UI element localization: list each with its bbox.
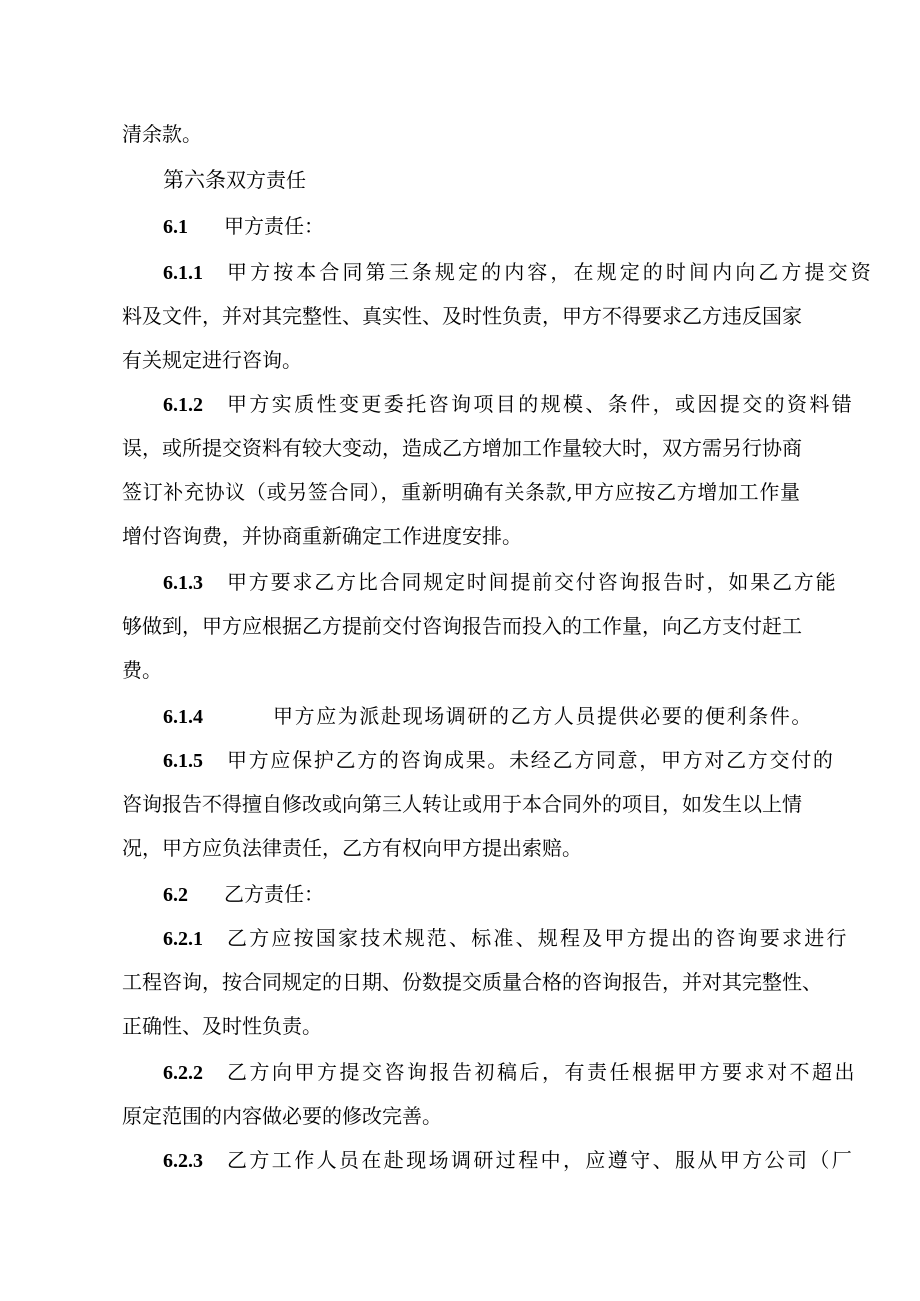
section-title: 甲方责任： — [224, 214, 324, 238]
clause-number: 6.1.1 — [163, 262, 203, 284]
clause-number: 6.1.4 — [163, 706, 203, 728]
clause-first-line — [163, 258, 874, 287]
section-number: 6.2 — [163, 884, 188, 906]
section-title: 乙方责任： — [224, 882, 324, 906]
section-heading — [163, 212, 324, 241]
paragraph-line: 签订补充协议（或另签合同），重新明确有关条款,甲方应按乙方增加工作量 — [122, 480, 800, 504]
clause-text: 甲方按本合同第三条规定的内容，在规定的时间内向乙方提交资 — [227, 260, 874, 284]
clause-text: 乙方应按国家技术规范、标准、规程及甲方提出的咨询要求进行 — [227, 926, 849, 950]
paragraph-line: 费。 — [122, 658, 162, 682]
article-title: 双方责任 — [226, 168, 306, 192]
clause-text: 甲方实质性变更委托咨询项目的规模、条件，或因提交的资料错 — [227, 392, 855, 416]
clause-first-line — [163, 1146, 854, 1175]
clause-first-line — [163, 390, 854, 419]
clause-number: 6.2.3 — [163, 1150, 203, 1172]
clause-text: 甲方应为派赴现场调研的乙方人员提供必要的便利条件。 — [273, 704, 813, 728]
paragraph-line: 有关规定进行咨询。 — [122, 348, 302, 372]
paragraph-line: 工程咨询，按合同规定的日期、份数提交质量合格的咨询报告，并对其完整性、 — [122, 970, 822, 994]
clause-text: 乙方向甲方提交咨询报告初稿后，有责任根据甲方要求对不超出 — [227, 1060, 857, 1084]
clause-number: 6.1.2 — [163, 394, 203, 416]
clause-number: 6.2.2 — [163, 1062, 203, 1084]
paragraph-line: 况，甲方应负法律责任，乙方有权向甲方提出索赔。 — [122, 836, 582, 860]
paragraph-line: 误，或所提交资料有较大变动，造成乙方增加工作量较大时，双方需另行协商 — [122, 436, 802, 460]
article-heading — [163, 166, 306, 194]
paragraph-line: 增付咨询费，并协商重新确定工作进度安排。 — [122, 524, 522, 548]
paragraph-line: 料及文件，并对其完整性、真实性、及时性负责，甲方不得要求乙方违反国家 — [122, 304, 802, 328]
clause-first-line — [163, 924, 849, 953]
section-number: 6.1 — [163, 216, 188, 238]
clause-text: 甲方要求乙方比合同规定时间提前交付咨询报告时，如果乙方能 — [227, 570, 838, 594]
clause-number: 6.1.5 — [163, 750, 203, 772]
paragraph-line: 够做到，甲方应根据乙方提前交付咨询报告而投入的工作量，向乙方支付赶工 — [122, 614, 802, 638]
article-label: 第六条 — [163, 168, 226, 192]
section-heading — [163, 880, 324, 909]
paragraph-line: 咨询报告不得擅自修改或向第三人转让或用于本合同外的项目，如发生以上情 — [122, 792, 802, 816]
paragraph-line: 原定范围的内容做必要的修改完善。 — [122, 1104, 442, 1128]
clause-text: 乙方工作人员在赴现场调研过程中，应遵守、服从甲方公司（厂 — [227, 1148, 855, 1172]
clause-number: 6.2.1 — [163, 928, 203, 950]
paragraph-line: 正确性、及时性负责。 — [122, 1014, 322, 1038]
clause-first-line — [163, 568, 837, 597]
clause-first-line — [163, 1058, 857, 1087]
clause-number: 6.1.3 — [163, 572, 203, 594]
clause-text: 甲方应保护乙方的咨询成果。未经乙方同意，甲方对乙方交付的 — [227, 748, 835, 772]
paragraph-line: 清余款。 — [122, 122, 202, 146]
clause-first-line — [163, 746, 835, 775]
clause-first-line — [163, 702, 813, 731]
